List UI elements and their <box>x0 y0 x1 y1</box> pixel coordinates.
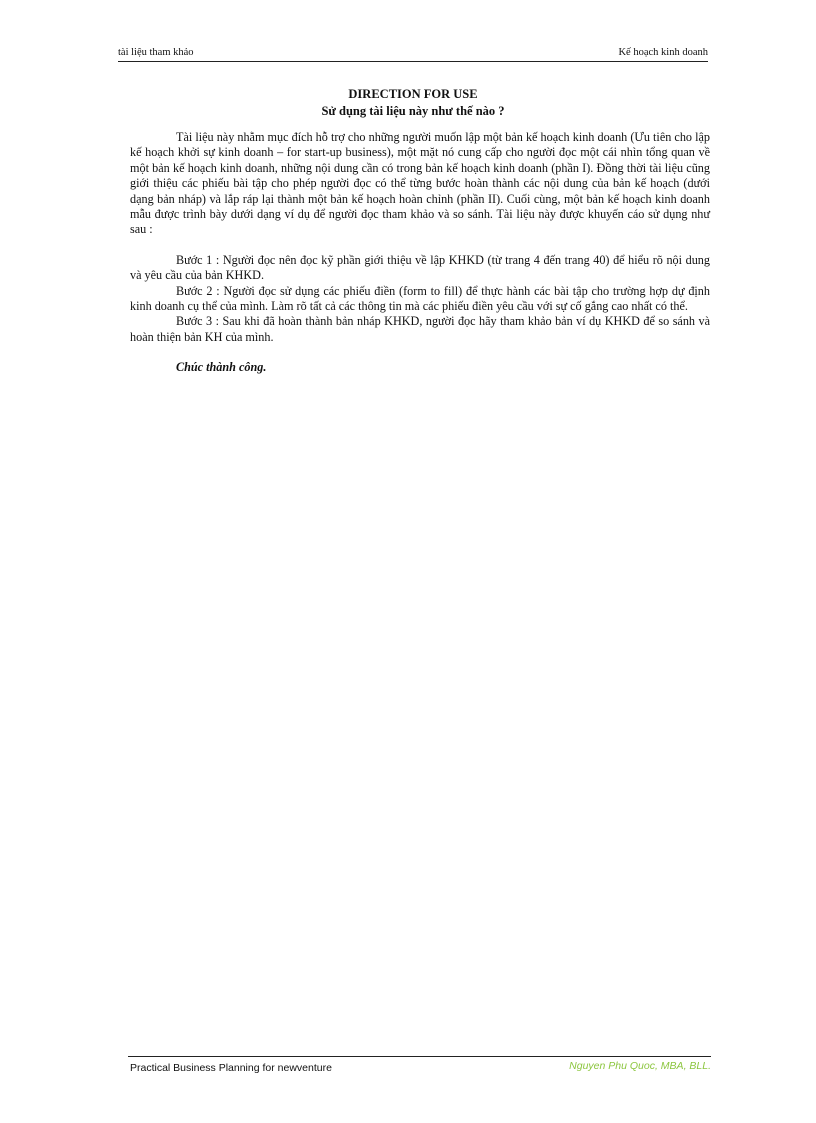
footer-author: Nguyen Phu Quoc, MBA, BLL. <box>569 1060 711 1072</box>
paragraph-spacer <box>130 345 710 360</box>
paragraph-spacer <box>130 238 710 253</box>
intro-paragraph: Tài liệu này nhằm mục đích hỗ trợ cho những người muốn lập một bản kế hoạch kinh doanh (Ưu tiên cho lập kế hoạch khởi sự kinh doanh – for start-up business), một mặt nó cung cấp cho người đọc một cái nhìn tổng quan về một bản kế hoạch kinh doanh, những nội dung cần có trong bản kế hoạch kinh doanh (phần I). Đồng thời tài liệu cũng giới thiệu các phiếu bài tập cho phép người đọc có thể từng bước hoàn thành các nội dung của bản kế hoạch (dưới dạng bản nháp) và lắp ráp lại thành một bản kế hoạch hoàn chỉnh (phần II). Cuối cùng, một bản kế hoạch kinh doanh mẫu được trình bày dưới dạng ví dụ để người đọc tham khảo và so sánh. Tài liệu này được khuyến cáo sử dụng như sau : <box>130 130 710 237</box>
header-left-text: tài liệu tham khảo <box>118 47 194 58</box>
title-vietnamese: Sử dụng tài liệu này như thế nào ? <box>321 104 505 118</box>
document-body <box>130 130 710 376</box>
step-1-paragraph: Bước 1 : Người đọc nên đọc kỹ phần giới thiệu về lập KHKD (từ trang 4 đến trang 40) để hiểu rõ nội dung và yêu cầu của bản KHKD. <box>130 252 710 283</box>
header-right-text: Kế hoạch kinh doanh <box>618 47 708 58</box>
document-title <box>118 86 708 120</box>
closing-line: Chúc thành công. <box>176 360 267 375</box>
footer-left-text: Practical Business Planning for newventure <box>130 1062 332 1074</box>
page-header <box>118 47 708 62</box>
step-2-paragraph: Bước 2 : Người đọc sử dụng các phiếu điền (form to fill) để thực hành các bài tập cho trường hợp dự định kinh doanh cụ thể của mình. Làm rõ tất cả các thông tin mà các phiếu điền yêu cầu với sự cố gắng cao nhất có thể. <box>130 283 710 314</box>
step-3-paragraph: Bước 3 : Sau khi đã hoàn thành bản nháp KHKD, người đọc hãy tham khảo bản ví dụ KHKD để so sánh và hoàn thiện bản KH của mình. <box>130 314 710 344</box>
title-english: DIRECTION FOR USE <box>348 87 478 101</box>
page-footer <box>128 1056 711 1077</box>
